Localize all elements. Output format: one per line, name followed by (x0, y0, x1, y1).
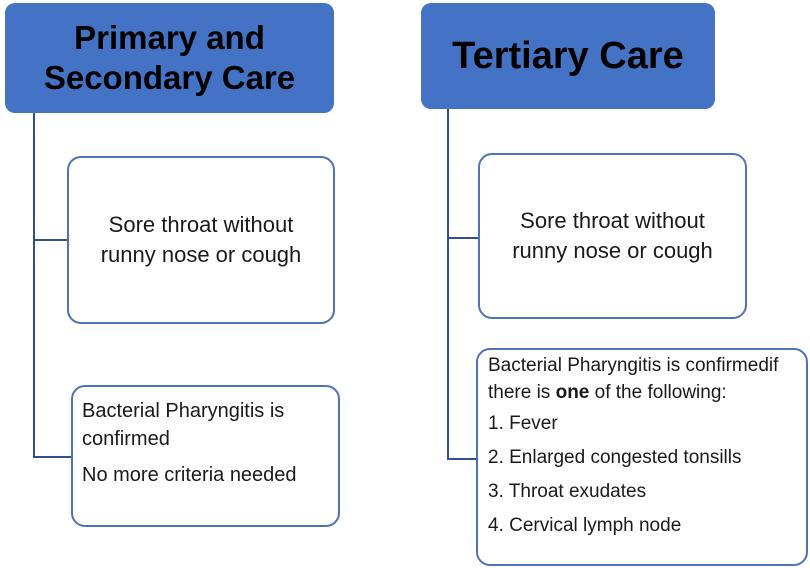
left-branch-connector-1 (33, 239, 69, 241)
right-criteria-intro-emphasis: one (555, 382, 590, 403)
left-confirmation-text: Bacterial Pharyngitis is confirmed (82, 400, 285, 450)
criteria-item-lymph-node: 4. Cervical lymph node (488, 515, 682, 536)
left-symptom-text: Sore throat without runny nose or cough (100, 212, 302, 267)
left-no-criteria-text: No more criteria needed (82, 464, 297, 486)
right-branch-connector-2 (447, 458, 478, 460)
left-vertical-connector (33, 113, 35, 457)
left-branch-connector-2 (33, 456, 73, 458)
criteria-item-exudates: 3. Throat exudates (488, 481, 647, 502)
primary-secondary-care-title: Primary and Secondary Care (43, 19, 296, 96)
right-criteria-intro-part-b: of the following: (589, 382, 727, 403)
criteria-item-fever: 1. Fever (488, 413, 558, 434)
right-vertical-connector (447, 109, 449, 459)
primary-secondary-care-header (5, 3, 334, 113)
right-branch-connector-1 (447, 237, 480, 239)
left-confirmation-box (71, 385, 340, 527)
left-symptom-box (67, 156, 335, 324)
right-criteria-box (476, 348, 808, 566)
right-criteria-intro-part-a: Bacterial Pharyngitis is confirmedif there is (488, 355, 779, 403)
criteria-item-tonsills: 2. Enlarged congested tonsills (488, 447, 742, 468)
tertiary-care-title: Tertiary Care (452, 34, 684, 77)
tertiary-care-header (421, 3, 715, 109)
right-symptom-box (478, 153, 747, 319)
right-symptom-text: Sore throat without runny nose or cough (512, 208, 713, 263)
right-criteria-intro (488, 352, 806, 406)
